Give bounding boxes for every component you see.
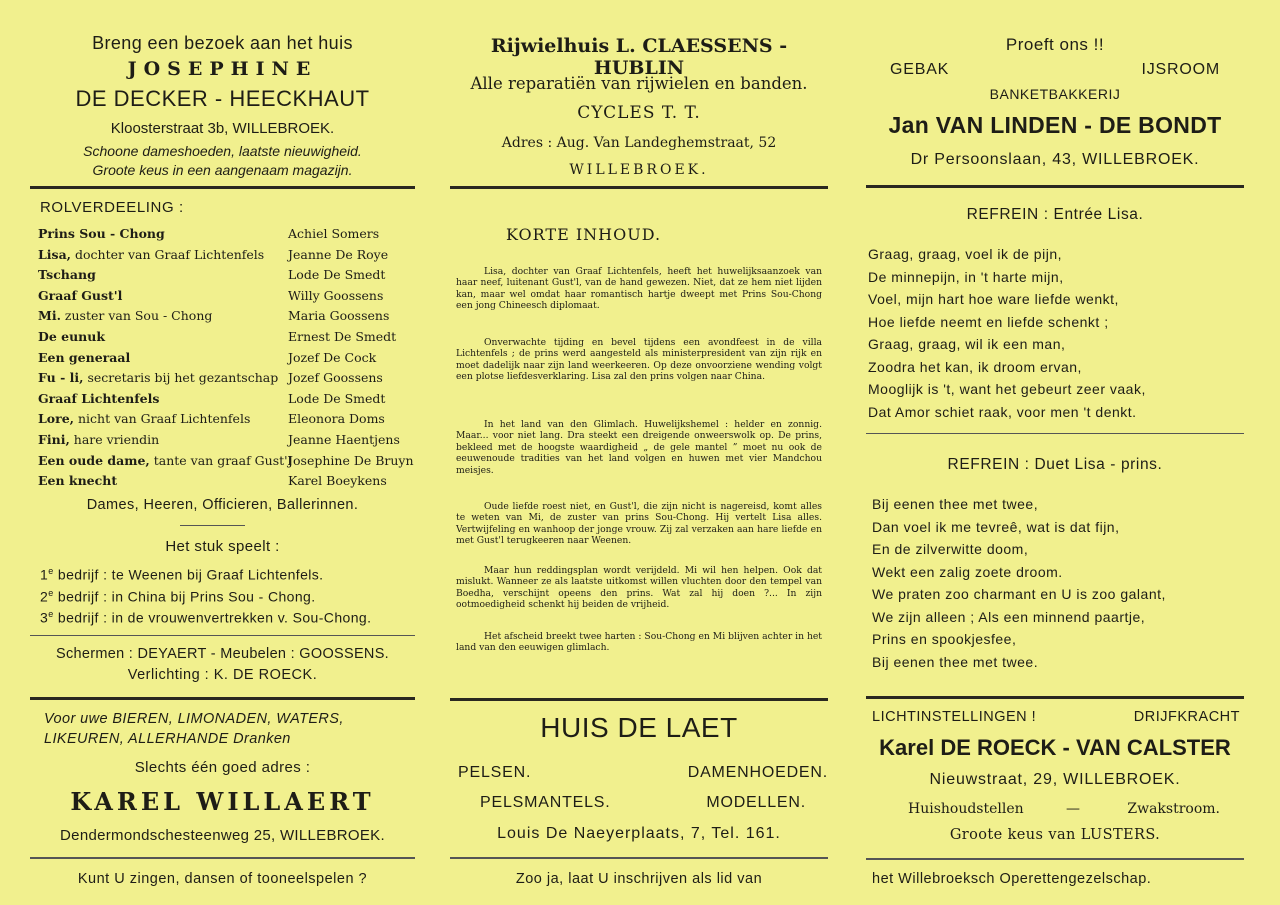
divider [30,857,415,859]
cast-role-name: Tschang [38,267,96,283]
cast-role-name: Fu - li, [38,370,84,386]
deroeck-ad-item-2: Zwakstroom. [1127,801,1220,817]
cast-role-description: tante van graaf Gust'l [149,452,292,468]
cast-row [38,391,415,411]
divider [866,858,1244,860]
setting-title: Het stuk speelt : [165,538,280,555]
footer-left: Kunt U zingen, dansen of tooneelspelen ? [77,871,368,887]
cast-role-name: Graaf Lichtenfels [38,390,160,406]
act-text: bedrijf : te Weenen bij Graaf Lichtenfels. [53,566,324,583]
cast-role [38,329,105,344]
cast-actor: Jeanne De Roye [288,246,389,262]
lyric-line: Bij eenen thee met twee. [872,653,1039,670]
willaert-ad-address: Dendermondschesteenweg 25, WILLEBROEK. [60,827,385,844]
vanlinden-ad-right: IJSROOM [1141,61,1220,78]
ensemble-line: Dames, Heeren, Officieren, Ballerinnen. [86,497,359,513]
delaet-ad-item-4: MODELLEN. [706,794,806,811]
cast-actor: Jozef Goossens [288,370,383,386]
cast-role-description: dochter van Graaf Lichtenfels [71,246,265,262]
cast-role [38,432,159,447]
cast-role [38,308,212,323]
act-text: bedrijf : in China bij Prins Sou - Chong. [53,588,316,605]
cast-role [38,473,117,488]
cast-row [38,473,415,493]
divider [866,696,1244,699]
act-ordinal: e [48,609,54,619]
deroeck-ad-address: Nieuwstraat, 29, WILLEBROEK. [929,771,1181,788]
cast-actor: Ernest De Smedt [288,329,397,344]
vanlinden-ad-intro: Proeft ons !! [1005,35,1105,54]
deroeck-ad-dash: — [1066,801,1080,817]
cast-actor: Maria Goossens [288,308,390,324]
lyric-line: Wekt een zalig zoete droom. [872,563,1063,580]
column-middle [450,0,828,905]
lyric-line: Bij eenen thee met twee, [872,496,1039,512]
cast-role-name: Een generaal [38,349,131,365]
josephine-ad-name: JOSEPHINE [127,58,318,80]
cast-row [38,370,415,390]
lyric-line: We praten zoo charmant en U is zoo galant, [872,586,1166,602]
claessens-ad-address: Adres : Aug. Van Landeghemstraat, 52 [501,135,777,151]
cast-actor: Lode De Smedt [288,390,386,406]
summary-paragraph: Onverwachte tijding en bevel tijdens een avondfeest in de villa Lichtenfels ; de prins werd aangesteld als ministerpresident van zijn rijk en moet dadelijk naar zijn land weerkeeren. Op deze onvoorziene wending volgt een plotse liefdesverklaring. Lisa zal den prins volgen naar China. [456,337,822,383]
act-number: 2 [40,588,49,605]
cast-row [38,247,415,267]
cast-actor: Lode De Smedt [288,267,386,283]
lyric-line: Dan voel ik me tevreê, wat is dat fijn, [872,518,1120,535]
short-divider [180,525,245,526]
claessens-ad-line-2: CYCLES T. T. [577,103,701,123]
josephine-ad-intro: Breng een bezoek aan het huis [92,33,353,53]
cast-role [38,370,278,385]
delaet-ad-name: HUIS DE LAET [540,712,738,743]
cast-role [38,288,122,303]
cast-row [38,288,415,308]
cast-row [38,432,415,452]
cast-actor: Josephine De Bruyn [288,452,414,468]
lyric-line: Prins en spookjesfee, [872,631,1017,647]
delaet-ad-address: Louis De Naeyerplaats, 7, Tel. 161. [497,825,781,842]
divider [450,857,828,859]
cast-role [38,350,130,365]
act-number: 1 [40,566,49,583]
willaert-ad-line-3: Slechts één goed adres : [134,759,311,776]
cast-role-description: zuster van Sou - Chong [60,308,213,324]
cast-row [38,411,415,431]
lyric-line: De minnepijn, in 't harte mijn, [868,268,1064,285]
divider [30,697,415,700]
delaet-ad-item-1: PELSEN. [458,764,532,781]
lyric-line: Graag, graag, wil ik een man, [868,336,1066,352]
cast-row [38,453,415,473]
vanlinden-ad-address: Dr Persoonslaan, 43, WILLEBROEK. [910,151,1200,168]
divider [866,433,1244,434]
summary-paragraph: Lisa, dochter van Graaf Lichtenfels, heeft het huwelijksaanzoek van haar neef, luitenant Gust'l, van de hand gewezen. Niet, dat ze hem niet lijden kan, maar wel omdat haar romantisch hartje dweept met Prins Sou-Chong een jong Chineesch diplomaat. [456,266,822,312]
cast-row [38,226,415,246]
refrain-1-title: REFREIN : Entrée Lisa. [966,206,1144,223]
lyric-line: En de zilverwitte doom, [872,541,1029,557]
cast-role [38,226,165,241]
summary-paragraph: In het land van den Glimlach. Huwelijkshemel : helder en zonnig. Maar... voor niet lang. Dra steekt een dreigende onweerswolk op. De prins, bekleed met de hoogste waardigheid „ de gele mantel ” moet nu ook de eeuwenoude tradities van het land volgen en huwen met vier Mandchou meisjes. [456,419,822,476]
refrain-2-title: REFREIN : Duet Lisa - prins. [947,456,1163,473]
josephine-ad-slogan-1: Schoone dameshoeden, laatste nieuwigheid. [83,143,362,159]
lyric-line: Zoodra het kan, ik droom ervan, [868,358,1082,375]
cast-role-name: Een oude dame, [38,452,150,468]
act-line [40,588,415,605]
credits-sets-furniture: Schermen : DEYAERT - Meubelen : GOOSSENS. [55,646,390,662]
credits-lighting: Verlichting : K. DE ROECK. [127,667,318,683]
footer-right: het Willebroeksch Operettengezelschap. [872,871,1152,887]
lyric-line: Graag, graag, voel ik de pijn, [868,246,1062,262]
cast-actor: Achiel Somers [288,226,380,241]
cast-row [38,350,415,370]
vanlinden-ad-left: GEBAK [890,61,950,78]
vanlinden-ad-name: Jan VAN LINDEN - DE BONDT [888,112,1222,138]
cast-role-name: Prins Sou - Chong [38,226,165,241]
cast-role-name: Een knecht [38,473,118,489]
summary-paragraph: Het afscheid breekt twee harten : Sou-Chong en Mi blijven achter in het land van den eeuwigen glimlach. [456,631,822,654]
divider [30,186,415,189]
claessens-ad-line-1: Alle reparatiën van rijwielen en banden. [470,74,808,93]
column-right [866,0,1244,905]
claessens-ad-title: Rijwielhuis L. CLAESSENS - HUBLIN [490,35,788,79]
act-number: 3 [40,609,49,626]
cast-actor: Jozef De Cock [288,349,377,365]
cast-role [38,267,96,282]
josephine-ad-slogan-2: Groote keus in een aangenaam magazijn. [92,162,353,178]
deroeck-ad-left: LICHTINSTELLINGEN ! [872,709,1037,725]
cast-row [38,308,415,328]
refrain-2-lyrics [872,496,1244,676]
cast-role-description: nicht van Graaf Lichtenfels [74,411,251,427]
cast-actor: Willy Goossens [288,287,384,303]
cast-actor: Jeanne Haentjens [288,432,400,447]
cast-role-name: Graaf Gust'l [38,287,123,303]
cast-role-description: hare vriendin [69,432,160,447]
delaet-ad-item-3: PELSMANTELS. [480,794,611,811]
willaert-ad-name: KAREL WILLAERT [70,787,375,816]
cast-role-name: Mi. [38,308,61,324]
cast-role-name: De eunuk [38,329,106,344]
divider [450,186,828,189]
claessens-ad-city: WILLEBROEK. [569,162,709,178]
deroeck-ad-right: DRIJFKRACHT [1133,709,1240,725]
divider [30,635,415,636]
josephine-ad-owner: DE DECKER - HEECKHAUT [75,86,370,111]
column-left [30,0,415,905]
act-text: bedrijf : in de vrouwenvertrekken v. Sou-Chong. [53,609,372,626]
act-ordinal: e [48,587,54,598]
cast-role [38,247,264,262]
cast-role-name: Lore, [38,411,75,427]
summary-paragraph: Oude liefde roest niet, en Gust'l, die zijn nicht is nagereisd, komt alles te weten van Mi, de zuster van prins Sou-Chong. Hij vertelt Lisa alles. Vertwijfeling en wanhoop der jonge vrouw. Zij zal verzaken aan hare liefde en met Gust'l terugkeeren naar Weenen. [456,501,822,547]
divider [450,698,828,701]
deroeck-ad-line: Groote keus van LUSTERS. [949,827,1161,843]
willaert-ad-line-2: LIKEUREN, ALLERHANDE Dranken [44,731,291,747]
deroeck-ad-name: Karel DE ROECK - VAN CALSTER [879,735,1231,760]
cast-row [38,267,415,287]
delaet-ad-item-2: DAMENHOEDEN. [687,764,828,781]
cast-role-description: secretaris bij het gezantschap [83,370,279,386]
act-line [40,609,415,626]
cast-actor: Karel Boeykens [288,473,387,489]
lyric-line: Mooglijk is 't, want het gebeurt zeer vaak, [868,381,1146,397]
act-line [40,566,415,583]
cast-role-name: Lisa, [38,246,72,262]
summary-paragraph: Maar hun reddingsplan wordt verijdeld. Mi wil hen helpen. Ook dat mislukt. Wanneer ze als laatste uitkomst willen vluchten door den tempel van Boedha, verschijnt opeens den prins. Wat zal hij doen ?... In zijn ootmoedigheid schenkt hij beiden de vrijheid. [456,565,822,611]
cast-role [38,411,250,426]
act-ordinal: e [48,566,54,576]
cast-role-name: Fini, [38,432,70,447]
divider [866,185,1244,188]
cast-role [38,391,159,406]
lyric-line: Voel, mijn hart hoe ware liefde wenkt, [868,291,1119,307]
lyric-line: We zijn alleen ; Als een minnend paartje, [872,608,1146,625]
vanlinden-ad-type: BANKETBAKKERIJ [989,86,1121,102]
josephine-ad-address: Kloosterstraat 3b, WILLEBROEK. [110,120,335,137]
deroeck-ad-item-1: Huishoudstellen [908,801,1024,817]
cast-role [38,453,292,468]
willaert-ad-line-1: Voor uwe BIEREN, LIMONADEN, WATERS, [44,711,344,727]
lyric-line: Dat Amor schiet raak, voor men 't denkt. [868,403,1137,420]
cast-row [38,329,415,349]
summary-title: KORTE INHOUD. [506,225,662,244]
cast-title: ROLVERDEELING : [40,199,184,216]
footer-middle: Zoo ja, laat U inschrijven als lid van [515,871,763,887]
cast-actor: Eleonora Doms [288,411,385,427]
lyric-line: Hoe liefde neemt en liefde schenkt ; [868,313,1109,330]
refrain-1-lyrics [868,246,1244,426]
